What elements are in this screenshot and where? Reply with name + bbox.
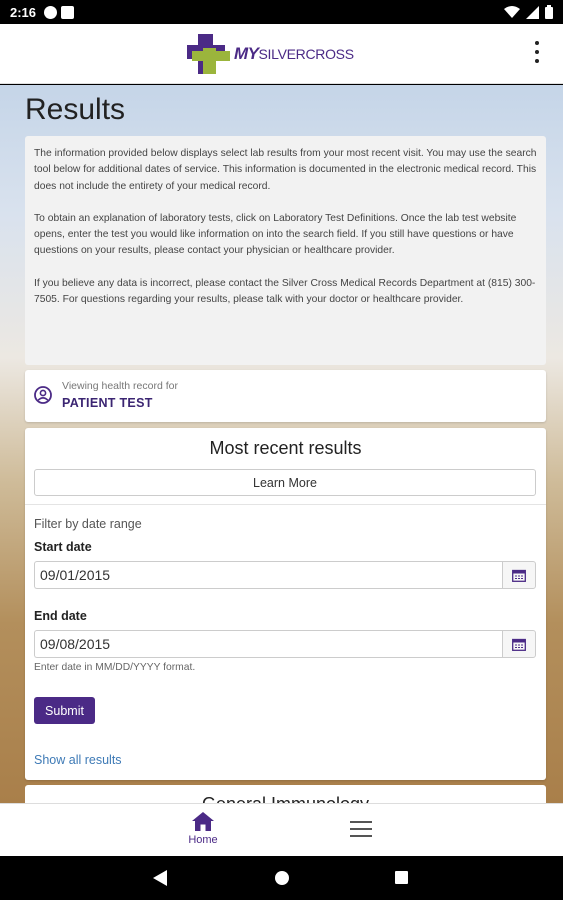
learn-more-button[interactable]: Learn More: [34, 469, 536, 496]
patient-label: Viewing health record for: [62, 380, 178, 392]
end-date-input[interactable]: [34, 630, 502, 658]
info-paragraph: If you believe any data is incorrect, please contact the Silver Cross Medical Records Department at (815) 300-7505. For questions regarding your results, please talk with your doctor or healthcare provider.: [34, 277, 536, 306]
start-date-calendar-button[interactable]: [502, 561, 536, 589]
tab-home[interactable]: [180, 812, 226, 846]
submit-button[interactable]: Submit: [34, 697, 95, 724]
main-content[interactable]: [0, 85, 563, 803]
info-paragraph: To obtain an explanation of laboratory tests, click on Laboratory Test Definitions. Once the lab test website opens, enter the test you would like information on into the search field. If you still have questions or have questions on your results, please contact your physician or healthcare provider.: [34, 212, 517, 257]
bottom-tab-bar: [0, 803, 563, 856]
end-date-label: End date: [34, 609, 87, 623]
logo-text: [234, 44, 354, 64]
home-button-icon[interactable]: [275, 871, 289, 885]
page-title: Results: [25, 93, 126, 126]
recents-icon[interactable]: [395, 871, 408, 884]
date-format-hint: Enter date in MM/DD/YYYY format.: [34, 662, 196, 673]
notification-icon: [44, 6, 57, 19]
home-icon: [192, 812, 214, 831]
patient-name: PATIENT TEST: [62, 396, 153, 410]
end-date-calendar-button[interactable]: [502, 630, 536, 658]
tab-home-label: Home: [188, 834, 218, 846]
wifi-icon: [504, 6, 520, 18]
signal-icon: [526, 6, 539, 19]
start-date-input[interactable]: [34, 561, 502, 589]
silvercross-logo[interactable]: [186, 32, 354, 76]
sync-icon: [61, 6, 74, 19]
patient-card: [25, 370, 546, 422]
calendar-icon: [512, 638, 526, 651]
info-card: [25, 136, 546, 365]
app-header: [0, 24, 563, 84]
logo-text-sub: SILVERCROSS: [258, 46, 354, 62]
battery-icon: [545, 5, 553, 19]
results-title: Most recent results: [209, 438, 362, 458]
logo-text-main: MY: [234, 44, 259, 63]
filter-label: Filter by date range: [34, 517, 142, 531]
menu-icon[interactable]: [350, 821, 372, 837]
results-card: [25, 428, 546, 780]
back-icon[interactable]: [153, 870, 167, 886]
system-nav-bar: [0, 856, 563, 900]
info-paragraph: The information provided below displays select lab results from your most recent visit. You may use the search tool below for additional dates of service. This information is documented in the electronic medical record. This does not include the entirety of your medical record.: [34, 148, 537, 192]
status-time: 2:16: [10, 4, 37, 20]
start-date-label: Start date: [34, 540, 92, 554]
status-bar: [0, 0, 563, 24]
cross-logo-icon: [186, 32, 232, 76]
calendar-icon: [512, 569, 526, 582]
show-all-results-link[interactable]: Show all results: [34, 753, 122, 767]
overflow-menu-icon[interactable]: [533, 41, 541, 63]
user-circle-icon: [34, 386, 52, 404]
divider: [25, 504, 546, 505]
